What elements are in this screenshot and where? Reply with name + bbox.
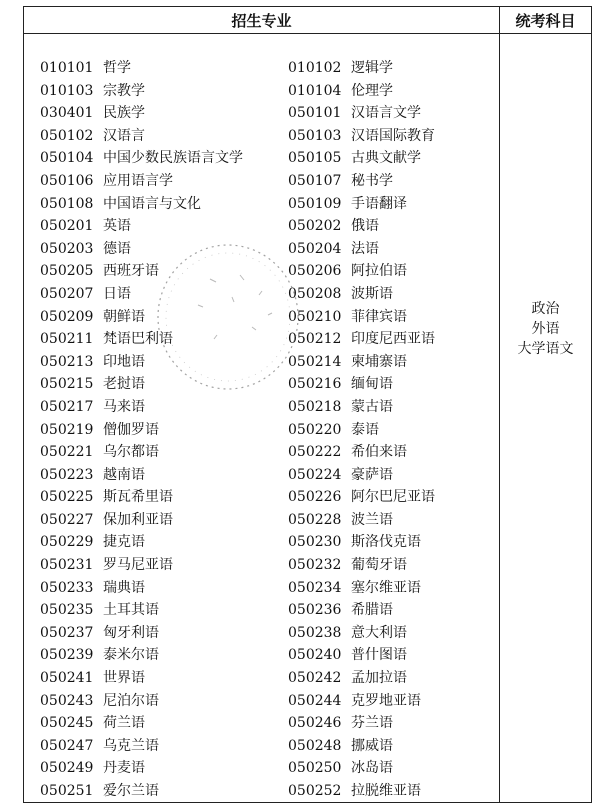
major-code: 050203 (40, 240, 94, 257)
major-code: 050217 (40, 398, 94, 415)
major-name: 斯洛伐克语 (351, 534, 421, 551)
major-name: 朝鲜语 (103, 308, 145, 325)
major-name: 古典文献学 (351, 150, 421, 167)
major-name: 世界语 (103, 670, 145, 687)
major-code: 010101 (40, 60, 94, 76)
major-name: 手语翻译 (351, 195, 407, 212)
table-row (24, 735, 500, 758)
major-code: 050219 (40, 421, 94, 438)
table-row (24, 690, 500, 713)
table-row (24, 441, 500, 464)
major-name: 梵语巴利语 (103, 331, 173, 348)
major-name: 缅甸语 (351, 376, 393, 393)
exam-subject: 外语 (531, 321, 560, 337)
major-name: 塞尔维亚语 (351, 579, 421, 596)
major-code: 050224 (288, 466, 342, 483)
major-code: 050206 (288, 263, 342, 280)
major-code: 050216 (288, 376, 342, 393)
major-name: 俄语 (351, 218, 379, 235)
table-row (24, 531, 500, 554)
major-name: 汉语言文学 (351, 105, 421, 122)
major-name: 尼泊尔语 (103, 692, 159, 709)
major-name: 英语 (103, 218, 131, 235)
table-row (24, 599, 500, 622)
major-name: 越南语 (103, 466, 145, 483)
major-code: 050232 (288, 557, 342, 574)
major-name: 德语 (103, 240, 131, 257)
major-code: 050210 (288, 308, 342, 325)
major-name: 阿拉伯语 (351, 263, 407, 280)
major-name: 中国少数民族语言文学 (103, 150, 243, 167)
major-name: 汉语国际教育 (351, 127, 435, 144)
table-row (24, 396, 500, 419)
majors-table (23, 6, 592, 803)
table-row (24, 464, 500, 487)
table-row (24, 780, 500, 803)
major-name: 希伯来语 (351, 444, 407, 461)
major-name: 豪萨语 (351, 466, 393, 483)
major-code: 050104 (40, 150, 94, 167)
major-code: 050243 (40, 692, 94, 709)
major-code: 010104 (288, 82, 342, 99)
major-code: 050235 (40, 602, 94, 619)
major-code: 050238 (288, 624, 342, 641)
major-name: 泰语 (351, 421, 379, 438)
major-name: 爱尔兰语 (103, 783, 159, 799)
major-name: 蒙古语 (351, 398, 393, 415)
major-name: 僧伽罗语 (103, 421, 159, 438)
major-name: 波兰语 (351, 511, 393, 528)
major-code: 050109 (288, 195, 342, 212)
table-row (24, 667, 500, 690)
major-code: 050221 (40, 444, 94, 461)
major-code: 050223 (40, 466, 94, 483)
major-name: 法语 (351, 240, 379, 257)
table-row (24, 170, 500, 193)
major-name: 柬埔寨语 (351, 353, 407, 370)
major-code: 050207 (40, 285, 94, 302)
major-name: 西班牙语 (103, 263, 159, 280)
major-name: 日语 (103, 285, 131, 302)
major-list (24, 57, 500, 803)
major-code: 050204 (288, 240, 342, 257)
major-code: 050222 (288, 444, 342, 461)
major-code: 050212 (288, 331, 342, 348)
major-code: 050251 (40, 783, 94, 799)
major-code: 050214 (288, 353, 342, 370)
major-name: 逻辑学 (351, 60, 393, 76)
table-row (24, 577, 500, 600)
exam-subject: 政治 (531, 301, 560, 317)
major-name: 老挝语 (103, 376, 145, 393)
major-name: 斯瓦希里语 (103, 489, 173, 506)
major-code: 050218 (288, 398, 342, 415)
major-name: 冰岛语 (351, 760, 393, 777)
major-name: 阿尔巴尼亚语 (351, 489, 435, 506)
major-code: 050231 (40, 557, 94, 574)
table-row (24, 644, 500, 667)
major-name: 马来语 (103, 398, 145, 415)
major-code: 050202 (288, 218, 342, 235)
major-name: 意大利语 (351, 624, 407, 641)
table-row (24, 125, 500, 148)
major-code: 050225 (40, 489, 94, 506)
major-code: 050108 (40, 195, 94, 212)
major-name: 汉语言 (103, 127, 145, 144)
major-code: 050229 (40, 534, 94, 551)
major-name: 普什图语 (351, 647, 407, 664)
major-name: 挪威语 (351, 737, 393, 754)
major-code: 050226 (288, 489, 342, 506)
major-code: 050247 (40, 737, 94, 754)
table-row (24, 509, 500, 532)
major-name: 乌克兰语 (103, 737, 159, 754)
table-row (24, 147, 500, 170)
major-name: 泰米尔语 (103, 647, 159, 664)
major-name: 孟加拉语 (351, 670, 407, 687)
major-code: 050209 (40, 308, 94, 325)
major-code: 010102 (288, 60, 342, 76)
major-code: 050107 (288, 172, 342, 189)
major-name: 葡萄牙语 (351, 557, 407, 574)
major-column-header: 招生专业 (24, 7, 500, 33)
exam-column-header: 统考科目 (515, 11, 576, 30)
major-name: 匈牙利语 (103, 624, 159, 641)
exam-subjects (500, 299, 591, 359)
table-row (24, 80, 500, 103)
major-name: 印度尼西亚语 (351, 331, 435, 348)
major-name: 印地语 (103, 353, 145, 370)
major-code: 050233 (40, 579, 94, 596)
major-code: 050248 (288, 737, 342, 754)
table-header (24, 7, 591, 34)
major-code: 050249 (40, 760, 94, 777)
major-name: 克罗地亚语 (351, 692, 421, 709)
table-row (24, 554, 500, 577)
major-code: 050227 (40, 511, 94, 528)
major-code: 050201 (40, 218, 94, 235)
major-code: 050208 (288, 285, 342, 302)
major-code: 050105 (288, 150, 342, 167)
major-name: 乌尔都语 (103, 444, 159, 461)
major-code: 050236 (288, 602, 342, 619)
table-row (24, 486, 500, 509)
major-name: 伦理学 (351, 82, 393, 99)
major-name: 罗马尼亚语 (103, 557, 173, 574)
major-code: 050211 (40, 331, 94, 348)
major-code: 050205 (40, 263, 94, 280)
major-name: 拉脱维亚语 (351, 783, 421, 799)
table-row (24, 193, 500, 216)
major-code: 050220 (288, 421, 342, 438)
major-name: 捷克语 (103, 534, 145, 551)
major-name: 芬兰语 (351, 715, 393, 732)
major-name: 保加利亚语 (103, 511, 173, 528)
major-code: 050213 (40, 353, 94, 370)
table-row (24, 57, 500, 80)
major-code: 050102 (40, 127, 94, 144)
major-name: 菲律宾语 (351, 308, 407, 325)
major-code: 050106 (40, 172, 94, 189)
exam-subject: 大学语文 (517, 341, 574, 357)
major-code: 050234 (288, 579, 342, 596)
major-code: 050239 (40, 647, 94, 664)
table-row (24, 102, 500, 125)
major-name: 丹麦语 (103, 760, 145, 777)
major-code: 050228 (288, 511, 342, 528)
major-code: 050241 (40, 670, 94, 687)
major-code: 050240 (288, 647, 342, 664)
major-name: 瑞典语 (103, 579, 145, 596)
major-name: 荷兰语 (103, 715, 145, 732)
table-row (24, 419, 500, 442)
table-row (24, 215, 500, 238)
major-code: 050237 (40, 624, 94, 641)
major-name: 希腊语 (351, 602, 393, 619)
major-code: 050230 (288, 534, 342, 551)
major-code: 050250 (288, 760, 342, 777)
table-row (24, 757, 500, 780)
major-name: 宗教学 (103, 82, 145, 99)
major-name: 中国语言与文化 (103, 195, 201, 212)
major-code: 050242 (288, 670, 342, 687)
faded-seal-stamp (152, 239, 304, 395)
major-name: 波斯语 (351, 285, 393, 302)
major-code: 050244 (288, 692, 342, 709)
major-name: 应用语言学 (103, 172, 173, 189)
major-code: 050246 (288, 715, 342, 732)
major-name: 土耳其语 (103, 602, 159, 619)
major-name: 民族学 (103, 105, 145, 122)
major-code: 050101 (288, 105, 342, 122)
table-row (24, 712, 500, 735)
major-name: 哲学 (103, 60, 131, 76)
major-code: 010103 (40, 82, 94, 99)
major-code: 050215 (40, 376, 94, 393)
major-code: 050252 (288, 783, 342, 799)
major-code: 030401 (40, 105, 94, 122)
table-row (24, 622, 500, 645)
major-code: 050245 (40, 715, 94, 732)
major-name: 秘书学 (351, 172, 393, 189)
major-code: 050103 (288, 127, 342, 144)
